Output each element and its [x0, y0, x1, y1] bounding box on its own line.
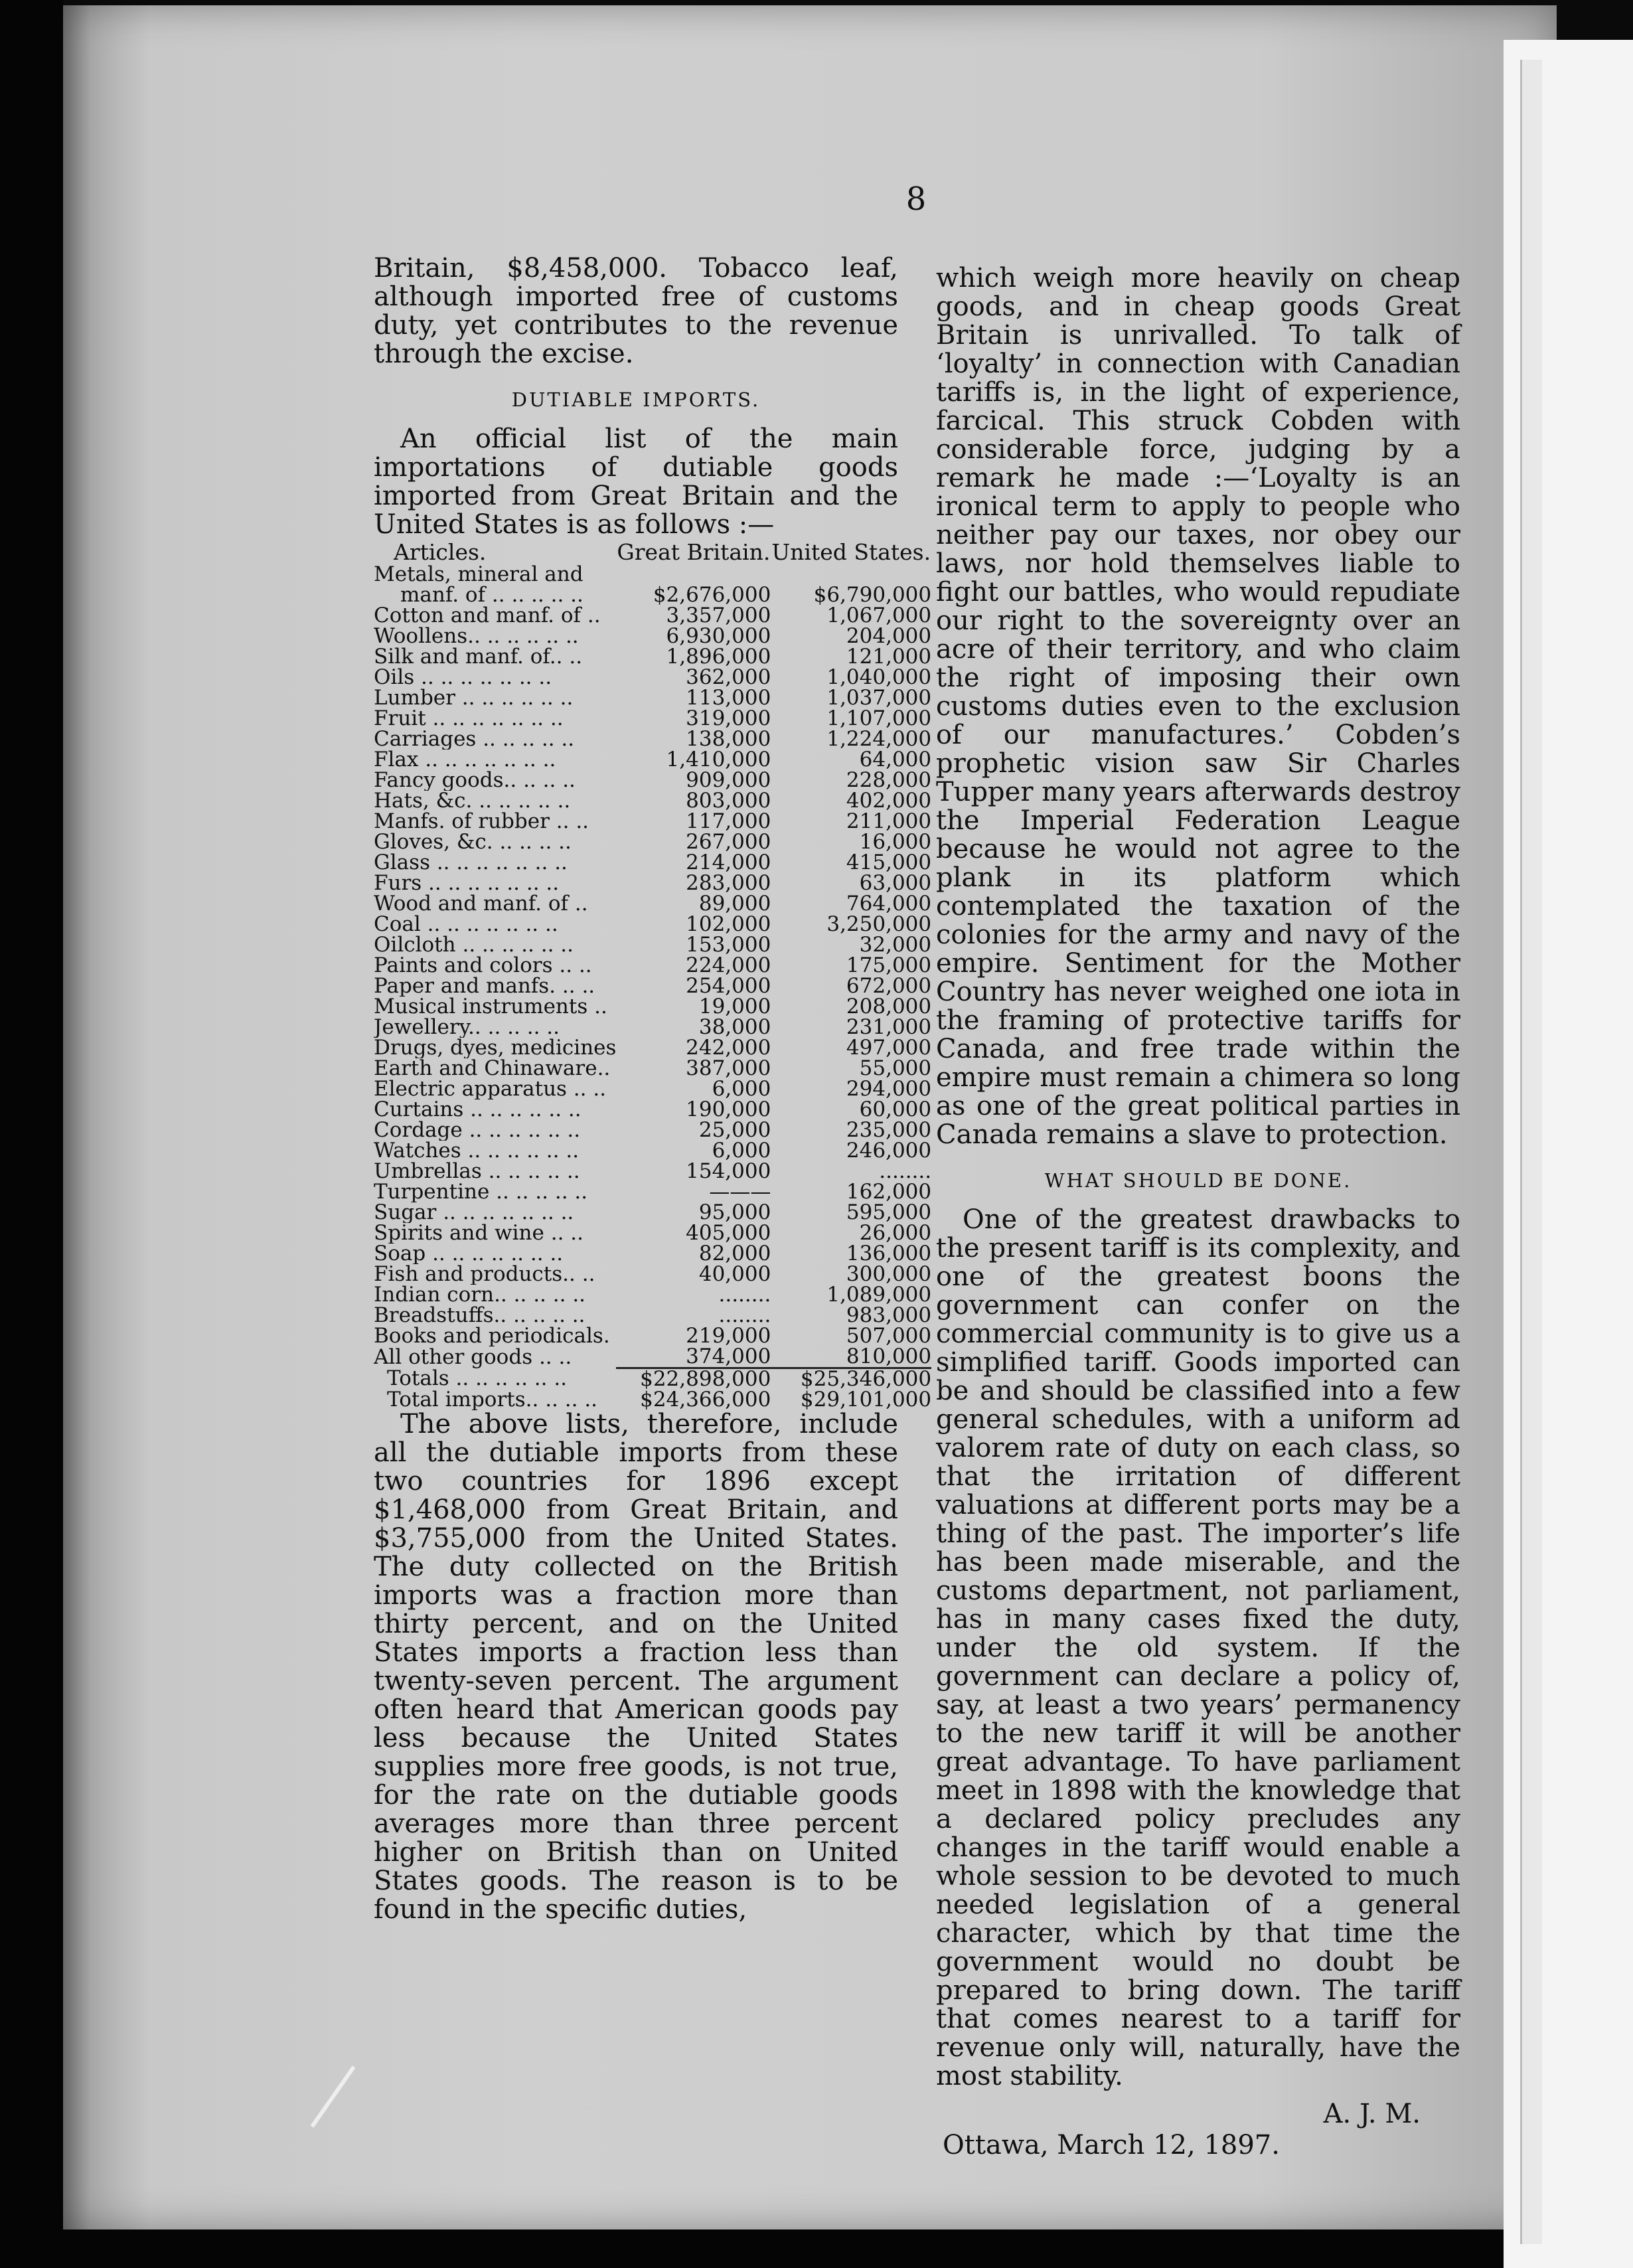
article-name: Sugar .. .. .. .. .. .. ..: [374, 1202, 574, 1223]
united-states-value: 26,000: [859, 1221, 932, 1245]
article-name: Curtains .. .. .. .. .. ..: [374, 1099, 582, 1120]
article-name: Wood and manf. of ..: [374, 894, 588, 914]
great-britain-value: 38,000: [698, 1015, 771, 1039]
great-britain-value: 387,000: [686, 1056, 771, 1080]
scan-left-edge: [0, 0, 63, 2268]
united-states-value: 63,000: [859, 871, 932, 895]
table-row: [374, 1099, 931, 1120]
article-name: Furs .. .. .. .. .. .. ..: [374, 873, 560, 894]
column-header-united-states: United States.: [771, 539, 931, 565]
article-name: Silk and manf. of.. ..: [374, 647, 583, 667]
great-britain-value: 1,896,000: [666, 645, 771, 669]
great-britain-value: 6,000: [712, 1139, 771, 1163]
table-row: [374, 791, 931, 811]
great-britain-value: 405,000: [686, 1221, 771, 1245]
united-states-value: 60,000: [859, 1097, 932, 1121]
total-imports-united-states: $29,101,000: [800, 1388, 932, 1412]
article-name: All other goods .. ..: [374, 1346, 572, 1368]
article-name: Cotton and manf. of ..: [374, 606, 601, 626]
table-row: [374, 1346, 931, 1368]
united-states-value: 672,000: [846, 974, 932, 998]
totals-great-britain: $22,898,000: [616, 1368, 771, 1390]
table-row: [374, 585, 931, 606]
united-states-value: [771, 564, 931, 585]
united-states-value: 595,000: [846, 1200, 932, 1224]
table-row: [374, 647, 931, 667]
table-row: [374, 1079, 931, 1099]
great-britain-value: 254,000: [686, 974, 771, 998]
great-britain-value: ........: [718, 1283, 771, 1307]
left-intro-paragraph: Britain, $8,458,000. Tobacco leaf, although imported free of customs duty, yet contributes to the revenue through the excise.: [374, 253, 898, 369]
great-britain-value: ———: [709, 1180, 771, 1204]
united-states-value: 1,067,000: [826, 604, 932, 627]
article-name: Glass .. .. .. .. .. .. ..: [374, 852, 568, 873]
article-name: Breadstuffs.. .. .. .. ..: [374, 1305, 585, 1326]
article-name: Hats, &c. .. .. .. .. ..: [374, 791, 571, 811]
united-states-value: 55,000: [859, 1056, 932, 1080]
great-britain-value: 113,000: [686, 686, 771, 710]
heading-dutiable-imports: DUTIABLE IMPORTS.: [511, 388, 761, 411]
table-row: [374, 1120, 931, 1141]
great-britain-value: 909,000: [686, 768, 771, 792]
united-states-value: 764,000: [846, 892, 932, 916]
table-row: [374, 852, 931, 873]
table-row: [374, 997, 931, 1017]
united-states-value: 507,000: [846, 1324, 932, 1348]
united-states-value: 3,250,000: [826, 912, 932, 936]
article-name: Lumber .. .. .. .. .. ..: [374, 688, 574, 708]
table-row: [374, 1305, 931, 1326]
table-row: [374, 955, 931, 976]
right-column: [936, 264, 1460, 2160]
great-britain-value: 362,000: [686, 665, 771, 689]
article-name: Manfs. of rubber .. ..: [374, 811, 589, 832]
table-row: [374, 894, 931, 914]
article-name: Earth and Chinaware..: [374, 1058, 611, 1079]
column-header-articles: Articles.: [394, 540, 487, 564]
table-row: [374, 976, 931, 997]
article-name: Oilcloth .. .. .. .. .. ..: [374, 935, 574, 955]
great-britain-value: 6,930,000: [666, 624, 771, 648]
united-states-value: 402,000: [846, 789, 932, 813]
united-states-value: 415,000: [846, 850, 932, 874]
united-states-value: 16,000: [859, 830, 932, 854]
article-name: Fish and products.. ..: [374, 1264, 595, 1285]
table-row: [374, 811, 931, 832]
great-britain-value: 214,000: [686, 850, 771, 874]
article-name: Soap .. .. .. .. .. .. ..: [374, 1244, 564, 1264]
left-closing-paragraph: The above lists, therefore, include all the dutiable imports from these two countries for 1896 except $1,468,000 from Great Britain, and $3,755,000 from the United States. The duty collected on the British imports was a fraction more than thirty percent, and on the United States imports a fraction less than twenty-seven percent. The argument often heard that American goods pay less because the United States supplies more free goods, is not true, for the rate on the dutiable goods averages more than three percent higher on British than on United States goods. The reason is to be found in the specific duties,: [374, 1409, 898, 1925]
table-row: [374, 1058, 931, 1079]
great-britain-value: 3,357,000: [666, 604, 771, 627]
great-britain-value: 190,000: [686, 1097, 771, 1121]
table-row: [374, 873, 931, 894]
great-britain-value: 267,000: [686, 830, 771, 854]
article-name: Paper and manfs. .. ..: [374, 976, 595, 997]
united-states-value: 204,000: [846, 624, 932, 648]
great-britain-value: 374,000: [686, 1344, 771, 1368]
article-name: Flax .. .. .. .. .. .. ..: [374, 750, 556, 770]
right-closing-paragraph: One of the greatest drawbacks to the present tariff is its complexity, and one of the greatest boons the government can confer on the commercial community is to give us a simplified tariff. Goods imported can be and should be classified into a few general schedules, with a uniform ad valorem rate of duty on each class, so that the irritation of different valuations at different ports may be a thing of the past. The importer’s life has been made miserable, and the customs department, not parliament, has in many cases fixed the duty, under the old system. If the government can declare a policy of, say, at least a two years’ permanency to the new tariff it will be another great advantage. To have parliament meet in 1898 with the knowledge that a declared policy precludes any changes in the tariff would enable a whole session to be devoted to much needed legislation of a general character, which by that time the government would no doubt be prepared to bring down. The tariff that comes nearest to a tariff for revenue only will, naturally, have the most stability.: [936, 1204, 1460, 2091]
table-row: [374, 1141, 931, 1161]
great-britain-value: 89,000: [698, 892, 771, 916]
author-signature: A. J. M.: [1323, 2099, 1421, 2129]
article-name: Jewellery.. .. .. .. ..: [374, 1017, 560, 1038]
united-states-value: 983,000: [846, 1303, 932, 1327]
united-states-value: 208,000: [846, 995, 932, 1018]
left-column: [374, 253, 932, 1925]
united-states-value: 1,224,000: [826, 727, 932, 751]
article-name: Musical instruments ..: [374, 997, 607, 1017]
article-name: Coal .. .. .. .. .. .. ..: [374, 914, 558, 935]
table-row: [374, 935, 931, 955]
great-britain-value: 25,000: [698, 1118, 771, 1142]
great-britain-value: 153,000: [686, 933, 771, 957]
table-row: [374, 564, 931, 585]
dutiable-intro-paragraph: An official list of the main importations of dutiable goods imported from Great Britain and the United States is as follows :—: [374, 424, 898, 540]
total-imports-row: [374, 1390, 931, 1410]
dutiable-imports-table: [374, 540, 931, 1410]
table-body: [374, 564, 931, 1368]
united-states-value: 1,107,000: [826, 706, 932, 730]
article-name: Books and periodicals.: [374, 1326, 610, 1346]
page-number: 8: [905, 181, 927, 218]
table-row: [374, 626, 931, 647]
united-states-value: ........: [879, 1159, 932, 1183]
great-britain-value: 138,000: [686, 727, 771, 751]
united-states-value: 64,000: [859, 748, 932, 771]
article-name: Watches .. .. .. .. .. ..: [374, 1141, 580, 1161]
article-name: Electric apparatus .. ..: [374, 1079, 607, 1099]
article-name: Spirits and wine .. ..: [374, 1223, 583, 1244]
united-states-value: 1,040,000: [826, 665, 932, 689]
united-states-value: 246,000: [846, 1139, 932, 1163]
great-britain-value: 319,000: [686, 706, 771, 730]
great-britain-value: $2,676,000: [653, 583, 771, 607]
table-row: [374, 1038, 931, 1058]
table-row: [374, 1017, 931, 1038]
scan-right-frame-edge: [1520, 60, 1542, 2244]
article-name: Turpentine .. .. .. .. ..: [374, 1182, 588, 1202]
great-britain-value: 40,000: [698, 1262, 771, 1286]
great-britain-value: [616, 564, 771, 585]
article-name: Paints and colors .. ..: [374, 955, 592, 976]
great-britain-value: 82,000: [698, 1242, 771, 1265]
totals-united-states: $25,346,000: [771, 1368, 931, 1390]
article-name: manf. of .. .. .. .. ..: [400, 585, 583, 606]
table-row: [374, 708, 931, 729]
great-britain-value: 95,000: [698, 1200, 771, 1224]
table-row: [374, 750, 931, 770]
united-states-value: 810,000: [846, 1344, 932, 1368]
article-name: Oils .. .. .. .. .. .. ..: [374, 667, 552, 688]
great-britain-value: 154,000: [686, 1159, 771, 1183]
great-britain-value: 19,000: [698, 995, 771, 1018]
article-name: Indian corn.. .. .. .. ..: [374, 1285, 586, 1305]
great-britain-value: 219,000: [686, 1324, 771, 1348]
table-row: [374, 1223, 931, 1244]
heading-what-should-be-done: WHAT SHOULD BE DONE.: [1044, 1169, 1352, 1192]
table-row: [374, 606, 931, 626]
united-states-value: 32,000: [859, 933, 932, 957]
table-row: [374, 729, 931, 750]
great-britain-value: 283,000: [686, 871, 771, 895]
totals-row: [374, 1368, 931, 1390]
table-row: [374, 667, 931, 688]
united-states-value: 136,000: [846, 1242, 932, 1265]
table-row: [374, 1244, 931, 1264]
united-states-value: 228,000: [846, 768, 932, 792]
article-name: Fancy goods.. .. .. ..: [374, 770, 576, 791]
united-states-value: 294,000: [846, 1077, 932, 1101]
scan-bottom-edge: [0, 2229, 1504, 2268]
united-states-value: 121,000: [846, 645, 932, 669]
table-header-row: [374, 540, 931, 564]
table-row: [374, 914, 931, 935]
great-britain-value: 6,000: [712, 1077, 771, 1101]
united-states-value: 162,000: [846, 1180, 932, 1204]
article-name: Drugs, dyes, medicines: [374, 1038, 617, 1058]
great-britain-value: 1,410,000: [666, 748, 771, 771]
united-states-value: 235,000: [846, 1118, 932, 1142]
table-row: [374, 1264, 931, 1285]
dateline: Ottawa, March 12, 1897.: [943, 2130, 1280, 2160]
united-states-value: 497,000: [846, 1036, 932, 1060]
article-name: Cordage .. .. .. .. .. ..: [374, 1120, 581, 1141]
article-name: Carriages .. .. .. .. ..: [374, 729, 575, 750]
article-name: Umbrellas .. .. .. .. ..: [374, 1161, 580, 1182]
great-britain-value: 803,000: [686, 789, 771, 813]
table-row: [374, 688, 931, 708]
table-row: [374, 1285, 931, 1305]
article-name: Woollens.. .. .. .. .. ..: [374, 626, 579, 647]
great-britain-value: ........: [718, 1303, 771, 1327]
united-states-value: 175,000: [846, 953, 932, 977]
great-britain-value: 242,000: [686, 1036, 771, 1060]
united-states-value: 300,000: [846, 1262, 932, 1286]
united-states-value: 1,037,000: [826, 686, 932, 710]
right-opening-paragraph: which weigh more heavily on cheap goods, and in cheap goods Great Britain is unrivalled. To talk of ‘loyalty’ in connection with Canadian tariffs is, in the light of experience, farcical. This struck Cobden with considerable force, judging by a remark he made :—‘Loyalty is an ironical term to apply to people who neither pay our taxes, nor obey our laws, nor hold themselves liable to fight our battles, who would repudiate our right to the sovereignty over an acre of their territory, and who claim the right of imposing their own customs duties even to the exclusion of our manufactures.’ Cobden’s prophetic vision saw Sir Charles Tupper many years afterwards destroy the Imperial Federation League because he would not agree to the plank in its platform which contemplated the taxation of the colonies for the army and navy of the empire. Sentiment for the Mother Country has never weighed one iota in the framing of protective tariffs for Canada, and free trade within the empire must remain a chimera so long as one of the great political parties in Canada remains a slave to protection.: [936, 263, 1460, 1150]
table-row: [374, 770, 931, 791]
great-britain-value: 117,000: [686, 809, 771, 833]
united-states-value: 231,000: [846, 1015, 932, 1039]
column-header-great-britain: Great Britain.: [617, 539, 771, 565]
total-imports-great-britain: $24,366,000: [640, 1388, 771, 1412]
totals-label: Totals .. .. .. .. .. ..: [387, 1368, 568, 1390]
table-row: [374, 1161, 931, 1182]
table-row: [374, 832, 931, 852]
united-states-value: 211,000: [846, 809, 932, 833]
united-states-value: 1,089,000: [826, 1283, 932, 1307]
total-imports-label: Total imports.. .. .. ..: [387, 1390, 598, 1410]
table-row: [374, 1182, 931, 1202]
great-britain-value: 224,000: [686, 953, 771, 977]
table-row: [374, 1326, 931, 1346]
table-row: [374, 1202, 931, 1223]
great-britain-value: 102,000: [686, 912, 771, 936]
article-name: Gloves, &c. .. .. .. ..: [374, 832, 572, 852]
article-name: Metals, mineral and: [374, 564, 583, 585]
united-states-value: $6,790,000: [813, 583, 932, 607]
article-name: Fruit .. .. .. .. .. .. ..: [374, 708, 564, 729]
